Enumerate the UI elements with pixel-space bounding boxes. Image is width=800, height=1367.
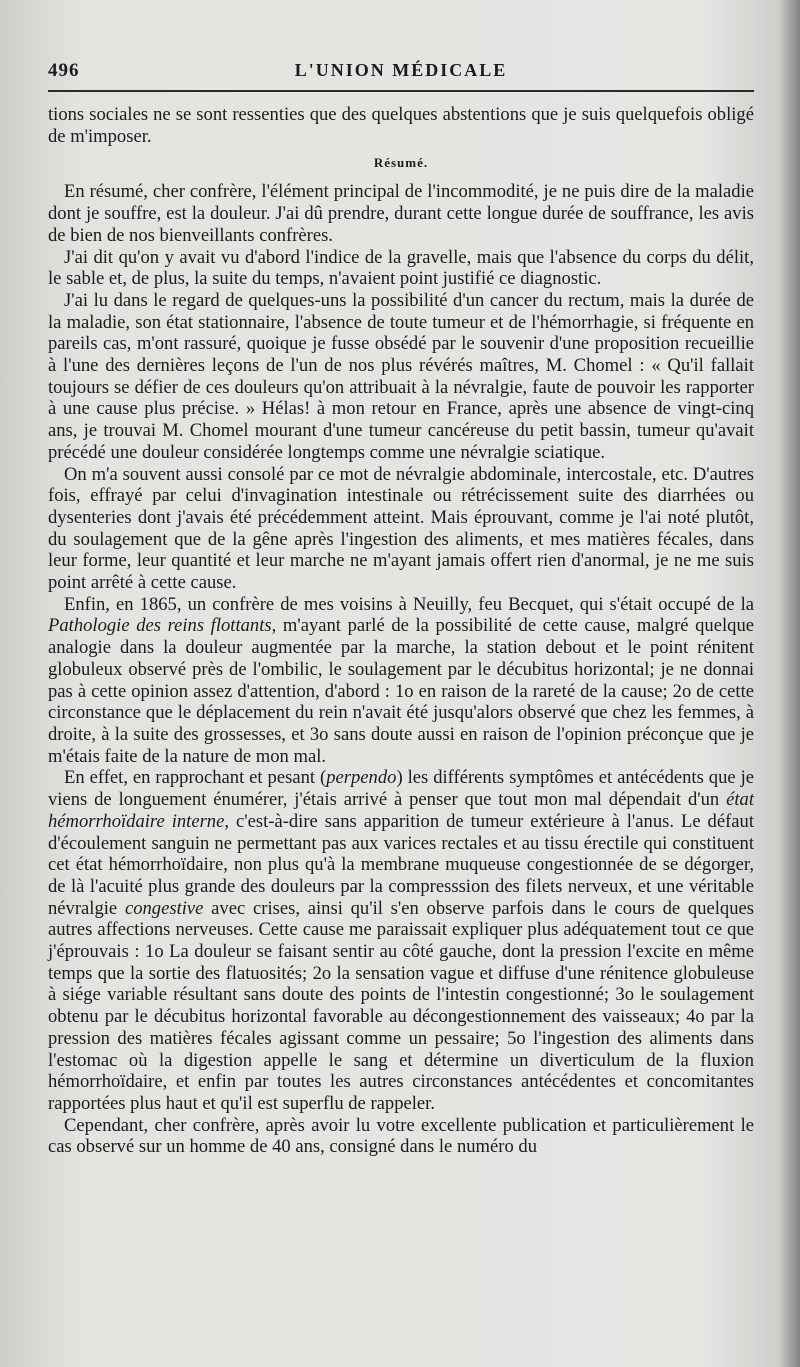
- paragraph: On m'a souvent aussi consolé par ce mot de névralgie abdominale, intercostale, etc. D'autres fois, effrayé par celui d'invagination intestinale ou rétrécissement suite des diarrhées ou dysenteries dont j'avais été précédemment atteint. Mais éprouvant, comme je l'ai noté plutôt, du soulagement que de la gêne après l'ingestion des aliments, et mes matières fécales, dans leur forme, leur quantité et leur marche ne m'ayant jamais offert rien d'anormal, je ne me suis point arrêté à cette cause.: [48, 463, 754, 594]
- text-run: ) les différents symptômes et antécédents que je viens de longuement énumérer, j'étais arrivé à penser que tout mon mal dépendait d'un: [48, 767, 755, 811]
- paragraph: [48, 767, 754, 1114]
- text-run: En effet, en rapprochant et pesant (: [64, 767, 327, 789]
- page-number: 496: [48, 60, 80, 81]
- section-title: Résumé.: [373, 155, 429, 171]
- italic-term: perpendo: [326, 767, 397, 789]
- paragraph: En résumé, cher confrère, l'élément principal de l'incommodité, je ne puis dire de la maladie dont je souffre, est la douleur. J'ai dû prendre, durant cette longue durée de souffrance, les avis de bien de nos bienveillants confrères.: [48, 181, 754, 246]
- paragraph: J'ai dit qu'on y avait vu d'abord l'indice de la gravelle, mais que l'absence du corps du délit, le sable et, de plus, la suite du temps, n'avaient point justifié ce diagnostic.: [48, 246, 754, 290]
- article-body: [48, 104, 754, 1158]
- paragraph: J'ai lu dans le regard de quelques-uns la possibilité d'un cancer du rectum, mais la durée de la maladie, son état stationnaire, l'absence de toute tumeur et de l'hémorrhagie, si fréquente en pareils cas, m'ont rassuré, quoique je fusse obsédé par le souvenir d'une proposition recueillie à l'une des dernières leçons de l'un de nos plus révérés maîtres, M. Chomel : « Qu'il fallait toujours se défier de ces douleurs qu'on attribuait à la névralgie, faute de pouvoir les rapporter à une cause plus précise. » Hélas! à mon retour en France, après une absence de vingt-cinq ans, je trouvai M. Chomel mourant d'une tumeur cancéreuse du petit bassin, tumeur qu'avait précédé une douleur considérée longtemps comme une névralgie sciatique.: [48, 289, 754, 463]
- text-run: , c'est-à-dire sans apparition de tumeur extérieure à l'anus. Le défaut d'écoulement sanguin ne permettant pas aux varices rectales et au tissu érectile qui constituent cet état hémorrhoïdaire, non plus qu'à la membrane muqueuse congestionnée de se dégorger, de là l'acuité plus grande des douleurs par la compresssion des filets nerveux, et une véritable névralgie: [48, 810, 755, 919]
- paragraph: Cependant, cher confrère, après avoir lu votre excellente publication et particulièrement le cas observé sur un homme de 40 ans, consigné dans le numéro du: [48, 1114, 754, 1158]
- italic-title: Pathologie des reins flottants: [48, 615, 272, 637]
- text-run: avec crises, ainsi qu'il s'en observe parfois dans le cours de quelques autres affections nerveuses. Cette cause me paraissait expliquer plus adéquatement tout ce que j'éprouvais : 1o La douleur se faisant sentir au côté gauche, dont la pression l'excite en même temps que la sortie des flatuosités; 2o la sensation vague et diffuse d'une rénitence globuleuse à siége variable résultant sans doute des points de l'intestin congestionné; 3o le soulagement obtenu par le décubitus horizontal favorable au décongestionnement des vaisseaux; 4o par la pression des matières fécales agissant comme un pessaire; 5o l'ingestion des aliments dans l'estomac où la digestion appelle le sang et détermine un diverticulum de la fluxion hémorrhoïdaire, et enfin par toutes les autres circonstances antécédentes et concomitantes rapportées plus haut et qu'il est superflu de rappeler.: [48, 897, 754, 1114]
- italic-term: congestive: [124, 897, 204, 919]
- paragraph: [48, 594, 754, 768]
- text-run: Enfin, en 1865, un confrère de mes voisins à Neuilly, feu Becquet, qui s'était occupé de la: [64, 593, 754, 615]
- running-head: [48, 52, 754, 88]
- italic-term: état hémorrhoïdaire interne: [48, 789, 754, 832]
- journal-title: L'UNION MÉDICALE: [294, 60, 508, 80]
- binding-shadow: [778, 0, 800, 1367]
- text-run: , m'ayant parlé de la possibilité de cette cause, malgré quelque analogie dans la douleur augmentée par la marche, la station debout et le point rénitent globuleux observé près de l'ombilic, le soulagement par le décubitus horizontal; je ne donnai pas à cette opinion assez d'attention, d'abord : 1o en raison de la rareté de la cause; 2o de cette circonstance que le déplacement du rein n'avait été jusqu'alors observé que chez les femmes, à droite, à la suite des grossesses, et 3o sans doute aussi en raison de l'opinion préconçue que je m'étais faite de la nature de mon mal.: [48, 615, 754, 767]
- header-rule: [48, 90, 754, 92]
- paragraph: tions sociales ne se sont ressenties que des quelques abstentions que je suis quelquefois obligé de m'imposer.: [48, 104, 754, 147]
